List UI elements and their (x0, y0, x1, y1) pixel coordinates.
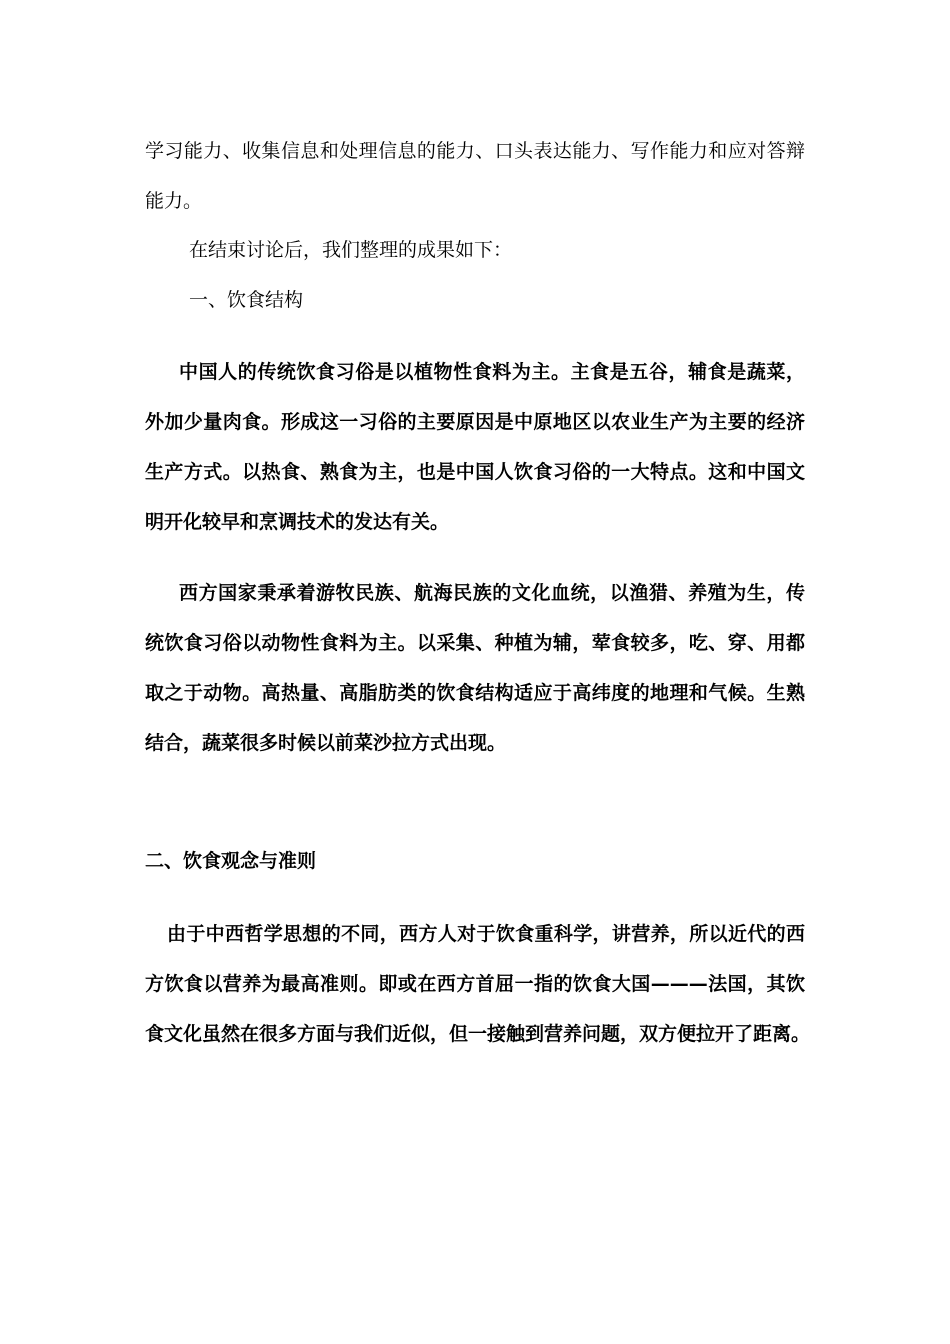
western-diet-line-3: 取之于动物。高热量、高脂肪类的饮食结构适应于高纬度的地理和气候。生熟 (145, 682, 805, 704)
paragraph-diet-concepts (145, 909, 811, 1059)
section2-heading (145, 836, 805, 886)
section1-heading (145, 275, 849, 325)
chinese-diet-line-4: 明开化较早和烹调技术的发达有关。 (145, 511, 450, 533)
paragraph-chinese-diet (145, 347, 805, 547)
chinese-diet-line-2: 外加少量肉食。形成这一习俗的主要原因是中原地区以农业生产为主要的经济 (145, 411, 805, 433)
summary-lead (145, 225, 849, 275)
diet-concepts-line-1: 由于中西哲学思想的不同，西方人对于饮食重科学，讲营养，所以近代的西 (167, 923, 805, 945)
intro-line-2: 能力。 (145, 190, 203, 212)
western-diet-line-1: 西方国家秉承着游牧民族、航海民族的文化血统，以渔猎、养殖为生，传 (179, 582, 805, 604)
summary-lead-text: 在结束讨论后，我们整理的成果如下： (189, 239, 513, 261)
western-diet-line-4: 结合，蔬菜很多时候以前菜沙拉方式出现。 (145, 732, 507, 754)
section1-heading-text: 一、饮食结构 (189, 289, 304, 311)
diet-concepts-line-3: 食文化虽然在很多方面与我们近似，但一接触到营养问题，双方便拉开了距离。 (145, 1023, 811, 1045)
section2-heading-text: 二、饮食观念与准则 (145, 850, 317, 872)
paragraph-western-diet (145, 568, 805, 768)
intro-paragraph (145, 126, 805, 226)
intro-line-1: 学习能力、收集信息和处理信息的能力、口头表达能力、写作能力和应对答辩 (145, 140, 805, 162)
western-diet-line-2: 统饮食习俗以动物性食料为主。以采集、种植为辅，荤食较多，吃、穿、用都 (145, 632, 805, 654)
chinese-diet-line-3: 生产方式。以热食、熟食为主，也是中国人饮食习俗的一大特点。这和中国文 (145, 461, 805, 483)
diet-concepts-line-2: 方饮食以营养为最高准则。即或在西方首屈一指的饮食大国———法国，其饮 (145, 973, 805, 995)
chinese-diet-line-1: 中国人的传统饮食习俗是以植物性食料为主。主食是五谷，辅食是蔬菜， (179, 361, 805, 383)
